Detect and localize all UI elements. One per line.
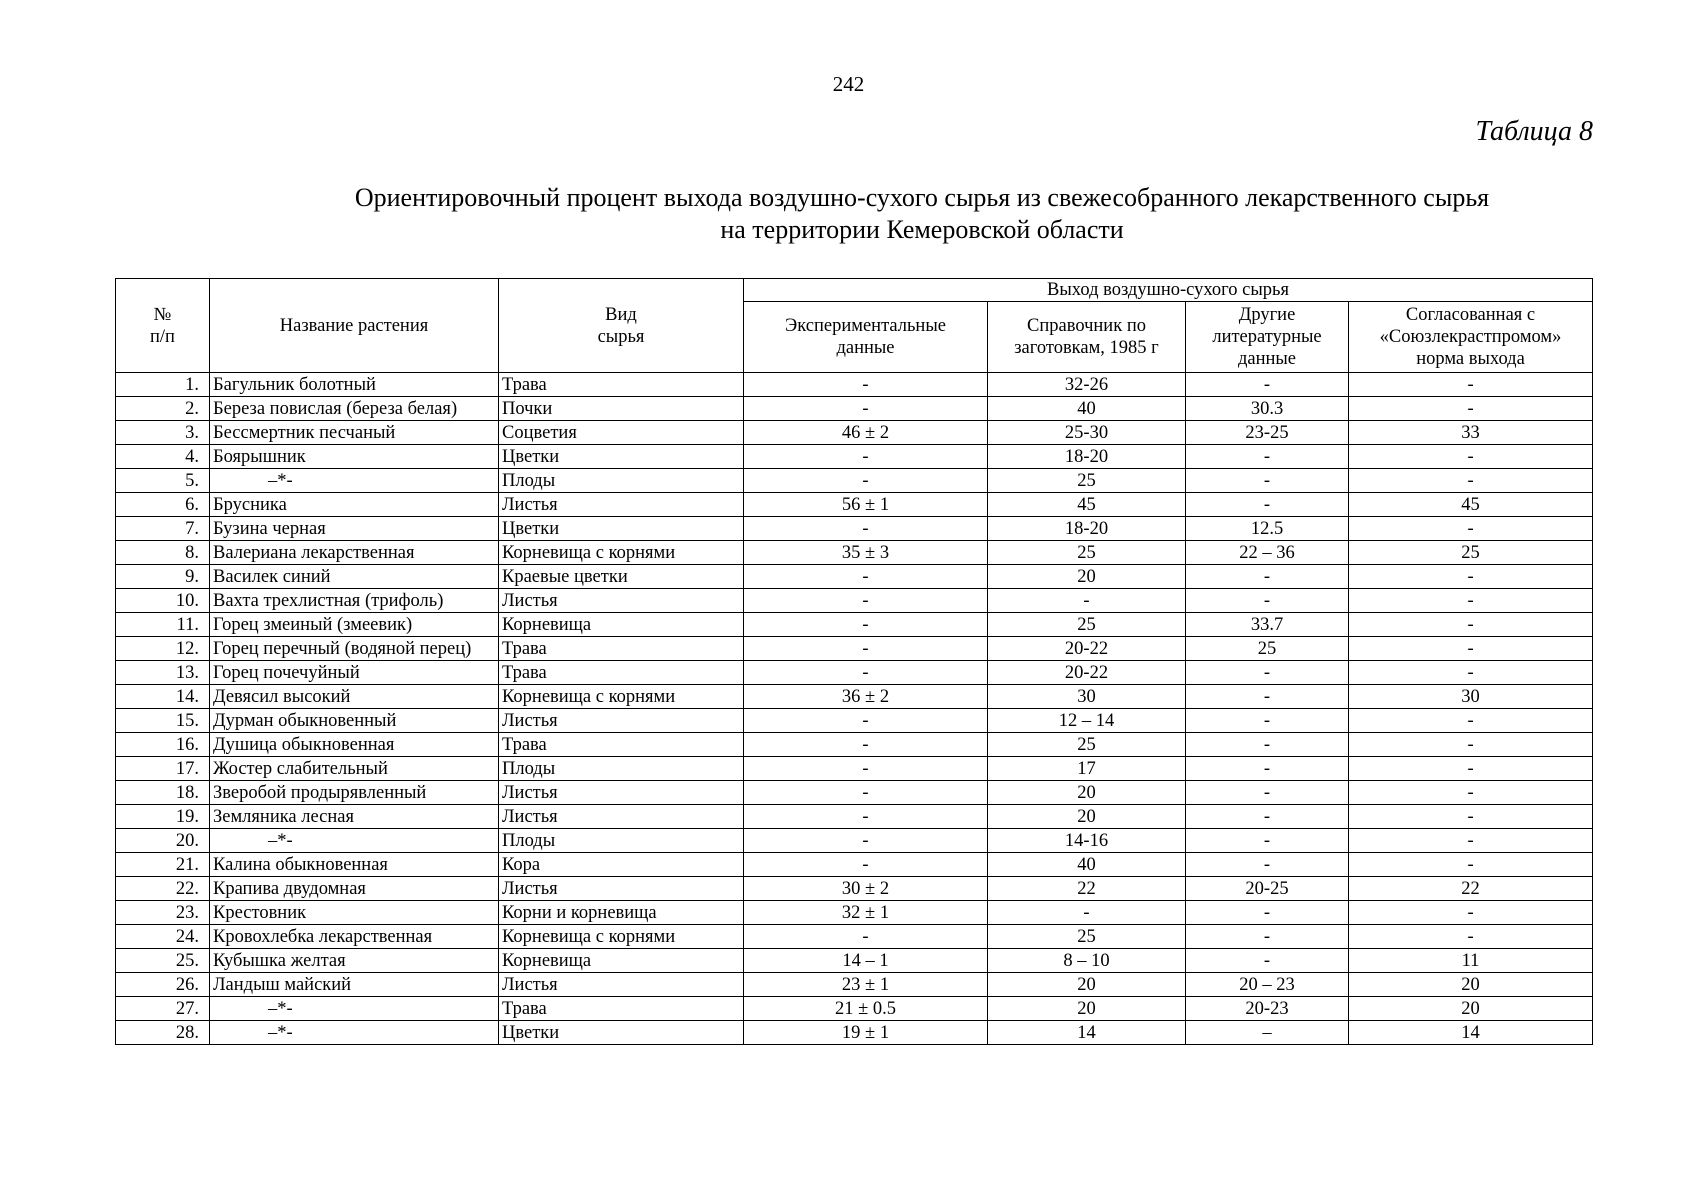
table-caption: Таблица 8 — [1475, 116, 1593, 147]
reference-cell: 45 — [988, 493, 1186, 517]
plant-name-cell: Жостер слабительный — [210, 757, 499, 781]
table-row — [116, 613, 1593, 637]
row-number-cell: 22. — [116, 877, 210, 901]
experimental-cell: - — [744, 661, 988, 685]
reference-cell: 20 — [988, 565, 1186, 589]
reference-cell: - — [988, 901, 1186, 925]
literature-cell: - — [1186, 661, 1349, 685]
plant-name-cell: Багульник болотный — [210, 373, 499, 397]
row-number-cell: 21. — [116, 853, 210, 877]
experimental-cell: - — [744, 757, 988, 781]
agreed-norm-cell: - — [1349, 781, 1593, 805]
plant-name-cell: Боярышник — [210, 445, 499, 469]
row-number-cell: 4. — [116, 445, 210, 469]
reference-cell: 22 — [988, 877, 1186, 901]
literature-cell: - — [1186, 853, 1349, 877]
header-reference-line-1: Справочник по — [1027, 316, 1146, 336]
row-number-cell: 19. — [116, 805, 210, 829]
experimental-cell: 30 ± 2 — [744, 877, 988, 901]
agreed-norm-cell: 33 — [1349, 421, 1593, 445]
table-row — [116, 469, 1593, 493]
header-agreed-line-1: Согласованная с — [1405, 305, 1536, 325]
plant-name-cell: Крапива двудомная — [210, 877, 499, 901]
agreed-norm-cell: - — [1349, 853, 1593, 877]
table-row — [116, 805, 1593, 829]
literature-cell: - — [1186, 469, 1349, 493]
table-row — [116, 901, 1593, 925]
plant-name-cell: Валериана лекарственная — [210, 541, 499, 565]
row-number-cell: 1. — [116, 373, 210, 397]
agreed-norm-cell: 30 — [1349, 685, 1593, 709]
plant-name-cell: Горец перечный (водяной перец) — [210, 637, 499, 661]
header-literature — [1186, 302, 1349, 373]
reference-cell: 25 — [988, 733, 1186, 757]
agreed-norm-cell: - — [1349, 829, 1593, 853]
raw-type-cell: Листья — [499, 589, 744, 613]
table-row — [116, 781, 1593, 805]
raw-type-cell: Трава — [499, 997, 744, 1021]
table-row — [116, 397, 1593, 421]
reference-cell: 25-30 — [988, 421, 1186, 445]
plant-name-cell: Брусника — [210, 493, 499, 517]
row-number-cell: 26. — [116, 973, 210, 997]
raw-type-cell: Плоды — [499, 829, 744, 853]
raw-type-cell: Корневища с корнями — [499, 541, 744, 565]
plant-name-cell: Бессмертник песчаный — [210, 421, 499, 445]
row-number-cell: 6. — [116, 493, 210, 517]
reference-cell: 25 — [988, 613, 1186, 637]
row-number-cell: 5. — [116, 469, 210, 493]
title-line-2: на территории Кемеровской области — [720, 215, 1124, 244]
raw-type-cell: Трава — [499, 373, 744, 397]
plant-name-cell: Вахта трехлистная (трифоль) — [210, 589, 499, 613]
agreed-norm-cell: - — [1349, 613, 1593, 637]
header-raw-type-line-2: сырья — [597, 326, 645, 347]
raw-type-cell: Корни и корневища — [499, 901, 744, 925]
plant-name-cell: Береза повислая (береза белая) — [210, 397, 499, 421]
experimental-cell: - — [744, 613, 988, 637]
agreed-norm-cell: - — [1349, 517, 1593, 541]
agreed-norm-cell: - — [1349, 469, 1593, 493]
literature-cell: 25 — [1186, 637, 1349, 661]
agreed-norm-cell: - — [1349, 901, 1593, 925]
reference-cell: 25 — [988, 541, 1186, 565]
header-raw-type-line-1: Вид — [605, 304, 637, 325]
experimental-cell: - — [744, 637, 988, 661]
agreed-norm-cell: 22 — [1349, 877, 1593, 901]
literature-cell: 22 – 36 — [1186, 541, 1349, 565]
plant-name-cell: Девясил высокий — [210, 685, 499, 709]
literature-cell: 12.5 — [1186, 517, 1349, 541]
agreed-norm-cell: - — [1349, 373, 1593, 397]
literature-cell: - — [1186, 901, 1349, 925]
yield-table — [115, 278, 1593, 1045]
header-literature-line-1: Другие — [1238, 305, 1296, 325]
table-row — [116, 733, 1593, 757]
table-row — [116, 757, 1593, 781]
row-number-cell: 17. — [116, 757, 210, 781]
reference-cell: 18-20 — [988, 517, 1186, 541]
header-literature-line-2: литературные — [1212, 327, 1322, 347]
row-number-cell: 15. — [116, 709, 210, 733]
table-row — [116, 589, 1593, 613]
literature-cell: 30.3 — [1186, 397, 1349, 421]
table-row — [116, 661, 1593, 685]
experimental-cell: - — [744, 733, 988, 757]
table-row — [116, 1021, 1593, 1045]
reference-cell: 30 — [988, 685, 1186, 709]
plant-name-cell: –*- — [210, 997, 499, 1021]
literature-cell: - — [1186, 949, 1349, 973]
row-number-cell: 7. — [116, 517, 210, 541]
row-number-cell: 10. — [116, 589, 210, 613]
agreed-norm-cell: 45 — [1349, 493, 1593, 517]
experimental-cell: 19 ± 1 — [744, 1021, 988, 1045]
reference-cell: 20-22 — [988, 661, 1186, 685]
experimental-cell: 46 ± 2 — [744, 421, 988, 445]
agreed-norm-cell: - — [1349, 757, 1593, 781]
table-row — [116, 541, 1593, 565]
agreed-norm-cell: 20 — [1349, 973, 1593, 997]
experimental-cell: 35 ± 3 — [744, 541, 988, 565]
table-row — [116, 973, 1593, 997]
reference-cell: 20-22 — [988, 637, 1186, 661]
agreed-norm-cell: - — [1349, 805, 1593, 829]
table-row — [116, 517, 1593, 541]
experimental-cell: 36 ± 2 — [744, 685, 988, 709]
agreed-norm-cell: - — [1349, 709, 1593, 733]
raw-type-cell: Цветки — [499, 517, 744, 541]
plant-name-cell: Дурман обыкновенный — [210, 709, 499, 733]
title-line-1: Ориентировочный процент выхода воздушно-сухого сырья из свежесобранного лекарственного сырья — [354, 183, 1490, 212]
agreed-norm-cell: - — [1349, 661, 1593, 685]
table-row — [116, 709, 1593, 733]
reference-cell: 40 — [988, 397, 1186, 421]
agreed-norm-cell: - — [1349, 925, 1593, 949]
literature-cell: - — [1186, 493, 1349, 517]
reference-cell: 12 – 14 — [988, 709, 1186, 733]
raw-type-cell: Соцветия — [499, 421, 744, 445]
experimental-cell: - — [744, 517, 988, 541]
raw-type-cell: Трава — [499, 733, 744, 757]
literature-cell: 20-23 — [1186, 997, 1349, 1021]
raw-type-cell: Плоды — [499, 757, 744, 781]
row-number-cell: 3. — [116, 421, 210, 445]
row-number-cell: 23. — [116, 901, 210, 925]
raw-type-cell: Цветки — [499, 1021, 744, 1045]
literature-cell: - — [1186, 373, 1349, 397]
literature-cell: - — [1186, 829, 1349, 853]
reference-cell: 8 – 10 — [988, 949, 1186, 973]
experimental-cell: - — [744, 445, 988, 469]
reference-cell: 17 — [988, 757, 1186, 781]
agreed-norm-cell: - — [1349, 445, 1593, 469]
raw-type-cell: Корневища с корнями — [499, 925, 744, 949]
plant-name-cell: Зверобой продырявленный — [210, 781, 499, 805]
header-yield-group: Выход воздушно-сухого сырья — [744, 279, 1593, 302]
experimental-cell: 14 – 1 — [744, 949, 988, 973]
reference-cell: 18-20 — [988, 445, 1186, 469]
agreed-norm-cell: - — [1349, 565, 1593, 589]
plant-name-cell: –*- — [210, 469, 499, 493]
raw-type-cell: Листья — [499, 805, 744, 829]
table-row — [116, 925, 1593, 949]
header-plant-name: Название растения — [210, 279, 499, 373]
literature-cell: – — [1186, 1021, 1349, 1045]
row-number-cell: 11. — [116, 613, 210, 637]
table-row — [116, 421, 1593, 445]
plant-name-cell: Калина обыкновенная — [210, 853, 499, 877]
row-number-cell: 2. — [116, 397, 210, 421]
table-row — [116, 877, 1593, 901]
row-number-cell: 8. — [116, 541, 210, 565]
header-number-line-1: № — [153, 304, 172, 325]
plant-name-cell: Душица обыкновенная — [210, 733, 499, 757]
raw-type-cell: Кора — [499, 853, 744, 877]
table-row — [116, 565, 1593, 589]
header-experimental-line-2: данные — [836, 338, 895, 358]
reference-cell: 25 — [988, 469, 1186, 493]
agreed-norm-cell: - — [1349, 637, 1593, 661]
row-number-cell: 20. — [116, 829, 210, 853]
literature-cell: 20 – 23 — [1186, 973, 1349, 997]
row-number-cell: 13. — [116, 661, 210, 685]
literature-cell: - — [1186, 781, 1349, 805]
header-experimental — [744, 302, 988, 373]
raw-type-cell: Листья — [499, 709, 744, 733]
agreed-norm-cell: - — [1349, 733, 1593, 757]
literature-cell: - — [1186, 445, 1349, 469]
reference-cell: 20 — [988, 997, 1186, 1021]
table-title — [116, 182, 1697, 246]
literature-cell: 20-25 — [1186, 877, 1349, 901]
raw-type-cell: Листья — [499, 781, 744, 805]
row-number-cell: 16. — [116, 733, 210, 757]
agreed-norm-cell: 11 — [1349, 949, 1593, 973]
plant-name-cell: –*- — [210, 829, 499, 853]
table-row — [116, 445, 1593, 469]
reference-cell: 14-16 — [988, 829, 1186, 853]
row-number-cell: 28. — [116, 1021, 210, 1045]
table-row — [116, 493, 1593, 517]
experimental-cell: - — [744, 397, 988, 421]
plant-name-cell: Горец почечуйный — [210, 661, 499, 685]
literature-cell: 23-25 — [1186, 421, 1349, 445]
reference-cell: 14 — [988, 1021, 1186, 1045]
experimental-cell: - — [744, 829, 988, 853]
plant-name-cell: Горец змеиный (змеевик) — [210, 613, 499, 637]
reference-cell: 20 — [988, 805, 1186, 829]
header-agreed-line-3: норма выхода — [1416, 349, 1525, 369]
raw-type-cell: Цветки — [499, 445, 744, 469]
raw-type-cell: Трава — [499, 661, 744, 685]
row-number-cell: 27. — [116, 997, 210, 1021]
table-header — [116, 279, 1593, 373]
experimental-cell: 32 ± 1 — [744, 901, 988, 925]
agreed-norm-cell: 25 — [1349, 541, 1593, 565]
raw-type-cell: Почки — [499, 397, 744, 421]
raw-type-cell: Листья — [499, 973, 744, 997]
plant-name-cell: Бузина черная — [210, 517, 499, 541]
experimental-cell: - — [744, 709, 988, 733]
row-number-cell: 24. — [116, 925, 210, 949]
header-experimental-line-1: Экспериментальные — [785, 316, 946, 336]
row-number-cell: 12. — [116, 637, 210, 661]
page-number: 242 — [832, 72, 865, 96]
plant-name-cell: Крестовник — [210, 901, 499, 925]
reference-cell: 25 — [988, 925, 1186, 949]
row-number-cell: 9. — [116, 565, 210, 589]
header-reference-line-2: заготовкам, 1985 г — [1014, 338, 1159, 358]
table-row — [116, 829, 1593, 853]
plant-name-cell: Кровохлебка лекарственная — [210, 925, 499, 949]
experimental-cell: - — [744, 565, 988, 589]
literature-cell: - — [1186, 685, 1349, 709]
agreed-norm-cell: 20 — [1349, 997, 1593, 1021]
plant-name-cell: Земляника лесная — [210, 805, 499, 829]
row-number-cell: 25. — [116, 949, 210, 973]
row-number-cell: 18. — [116, 781, 210, 805]
table-row — [116, 853, 1593, 877]
header-agreed-norm — [1349, 302, 1593, 373]
reference-cell: 20 — [988, 973, 1186, 997]
header-raw-type — [499, 279, 744, 373]
table-row — [116, 685, 1593, 709]
agreed-norm-cell: 14 — [1349, 1021, 1593, 1045]
literature-cell: 33.7 — [1186, 613, 1349, 637]
literature-cell: - — [1186, 733, 1349, 757]
raw-type-cell: Листья — [499, 493, 744, 517]
experimental-cell: - — [744, 469, 988, 493]
experimental-cell: - — [744, 373, 988, 397]
raw-type-cell: Плоды — [499, 469, 744, 493]
reference-cell: - — [988, 589, 1186, 613]
experimental-cell: - — [744, 805, 988, 829]
plant-name-cell: Кубышка желтая — [210, 949, 499, 973]
literature-cell: - — [1186, 565, 1349, 589]
experimental-cell: - — [744, 925, 988, 949]
literature-cell: - — [1186, 805, 1349, 829]
experimental-cell: 56 ± 1 — [744, 493, 988, 517]
plant-name-cell: Ландыш майский — [210, 973, 499, 997]
raw-type-cell: Корневища — [499, 949, 744, 973]
experimental-cell: 21 ± 0.5 — [744, 997, 988, 1021]
experimental-cell: - — [744, 781, 988, 805]
raw-type-cell: Трава — [499, 637, 744, 661]
table-body — [116, 373, 1593, 1045]
header-number-line-2: п/п — [150, 326, 175, 347]
agreed-norm-cell: - — [1349, 589, 1593, 613]
literature-cell: - — [1186, 757, 1349, 781]
reference-cell: 20 — [988, 781, 1186, 805]
agreed-norm-cell: - — [1349, 397, 1593, 421]
raw-type-cell: Листья — [499, 877, 744, 901]
raw-type-cell: Краевые цветки — [499, 565, 744, 589]
table-row — [116, 373, 1593, 397]
plant-name-cell: Василек синий — [210, 565, 499, 589]
header-literature-line-3: данные — [1237, 349, 1297, 369]
literature-cell: - — [1186, 709, 1349, 733]
raw-type-cell: Корневища — [499, 613, 744, 637]
experimental-cell: - — [744, 853, 988, 877]
header-agreed-line-2: «Союзлекрастпромом» — [1379, 327, 1562, 347]
table-row — [116, 997, 1593, 1021]
literature-cell: - — [1186, 589, 1349, 613]
reference-cell: 32-26 — [988, 373, 1186, 397]
header-number — [116, 279, 210, 373]
table-row — [116, 637, 1593, 661]
row-number-cell: 14. — [116, 685, 210, 709]
literature-cell: - — [1186, 925, 1349, 949]
experimental-cell: 23 ± 1 — [744, 973, 988, 997]
header-reference — [988, 302, 1186, 373]
plant-name-cell: –*- — [210, 1021, 499, 1045]
raw-type-cell: Корневища с корнями — [499, 685, 744, 709]
reference-cell: 40 — [988, 853, 1186, 877]
experimental-cell: - — [744, 589, 988, 613]
table-row — [116, 949, 1593, 973]
